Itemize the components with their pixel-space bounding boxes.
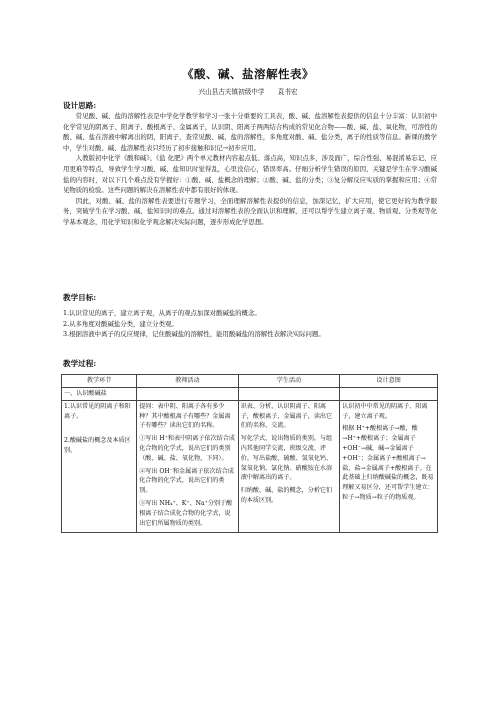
teacher-cell [137, 400, 239, 533]
stage-item-1: 1.认识常见的阴离子和阳离子。 [64, 402, 131, 420]
design-paragraph-3: 因此，对酸、碱、盐的溶解性表要进行专题学习，全面理解溶解性表提供的信息，加深记忆，扩大应用，使它更好的为教学服务，突破学生在学习酸、碱、盐知识时的难点。通过对溶解性表的全面认识和理解，还可以帮学生建立离子观、物质观、分类观等化学基本观念，用化学知识和化学观念解决实际问题，逐步形成化学思想。 [63, 196, 437, 226]
student-item-2: 写化学式，说出物质的类别，与组内其他同学交流，班级交流、评价。写出盐酸、硫酸、氢氧化钙、氢氧化钠、氯化钠、硝酸铵在水溶液中解离出的离子。 [240, 435, 333, 482]
purpose-cell [340, 400, 438, 533]
goal-item-2: 2.从多角度对酸碱盐分类，建立分类观。 [63, 319, 178, 328]
teacher-item-3: ②写出 OH⁻和金属离子依次结合成化合物的化学式，说出它们的类别。 [139, 467, 234, 495]
table-section-row [62, 388, 438, 401]
process-section [63, 358, 437, 369]
goal-item-3: 3.根据溶液中离子的反应规律，记住酸碱盐的溶解性，能用酸碱盐的溶解性表解决实际问题。 [63, 330, 325, 339]
goals-section [63, 292, 437, 340]
section-title: 一、认识酸碱盐 [62, 388, 137, 401]
design-section [63, 100, 437, 228]
stage-cell [62, 400, 137, 533]
header-stage: 教学环节 [62, 375, 137, 388]
header-teacher: 教师活动 [137, 375, 239, 388]
student-item-1: 识表、分析，认识阴离子、阳离子，酸根离子、金属离子，读出它们的名称，交流。 [240, 402, 333, 430]
header-purpose: 设计意图 [340, 375, 438, 388]
design-heading: 设计思路: [63, 101, 97, 110]
table-row [62, 400, 438, 533]
stage-item-2: 2.酸碱盐的概念及本质区别。 [64, 437, 131, 455]
lesson-plan-table [61, 374, 438, 533]
goal-item-1: 1.认识常见的离子，建立离子观，从离子的观点加深对酸碱盐的概念。 [63, 309, 261, 317]
author-line: 兴山县古夫镇初级中学 袁书宏 [198, 88, 298, 96]
process-heading: 教学过程: [63, 359, 97, 368]
design-paragraph-1: 常见酸、碱、盐的溶解性表是中学化学教学和学习一张十分重要的工具表，酸、碱、盐溶解性表提供的信息十分丰富：认识初中化学常见的阴离子、阳离子、酸根离子、金属离子，认识阴、阳离子两两结合构成的常见化合物——酸、碱、盐、氧化物，可溶性的酸、碱、盐在溶液中解离出的阴、阳离子，查常见酸、碱、盐的溶解性，多角度对酸、碱、盐分类，离子的性质等信息。新课的教学中，学生对酸、碱、盐溶解性表只经历了初步接触和识记→初步应用。 [63, 112, 437, 152]
student-cell [238, 400, 340, 533]
table-header-row [62, 375, 438, 388]
teacher-item-4: ③写出 NH₄⁺、K⁺、Na⁺分别于酸根离子结合成化合物的化学式，说出它们所属物质的类别。 [139, 499, 233, 527]
teacher-item-2: ①写出 H⁺和表中阴离子依次结合成化合物的化学式，说出它们的类别（酸、碱、盐、氧化物，下同）。 [139, 435, 235, 462]
student-item-3: 归纳酸、碱、盐的概念，分析它们的本质区别。 [240, 487, 333, 504]
header-student: 学生活动 [238, 375, 340, 388]
document-title: 《酸、碱、盐溶解性表》 [182, 67, 314, 81]
goals-heading: 教学目标: [63, 293, 97, 302]
purpose-item-1: 认识初中中常见的阴离子、阳离子，建立离子观。 [342, 402, 428, 420]
purpose-item-2: 根据 H⁺+酸根离子→酸，酸→H⁺+酸根离子；金属离子+OH⁻→碱，碱→金属离子+OH⁻；金属离子+酸根离子→盐，盐→金属离子+酸根离子。在此基础上归纳酸碱盐的概念，既易理解又易区分，还可帮学生建立：粒子→物质→粒子的物质观。 [342, 425, 434, 501]
teacher-item-1: 提问：表中阴、阳离子各有多少种？其中酸根离子有哪些？金属离子有哪些？读出它们的名称。 [139, 402, 231, 430]
design-paragraph-2: 人教版初中化学《酸和碱》、《盐 化肥》两个单元教材内容起点低、落点高，知识点多，涉及面广，综合性强、易混淆易忘记、应用更难等特点，导致学生学习酸、碱、盐知识时觉得乱，心里没信心，错误率高。仔细分析学生错误的原因，关键是学生在学习酸碱盐的内容时，对以下几个难点没有学握好：①酸、碱、盐概念的理解；②酸、碱、盐的分类；③复分解反应实质的掌握和应用；④常见物质的检验。这些问题的解决在溶解性表中都有很好的体现。 [63, 154, 437, 195]
